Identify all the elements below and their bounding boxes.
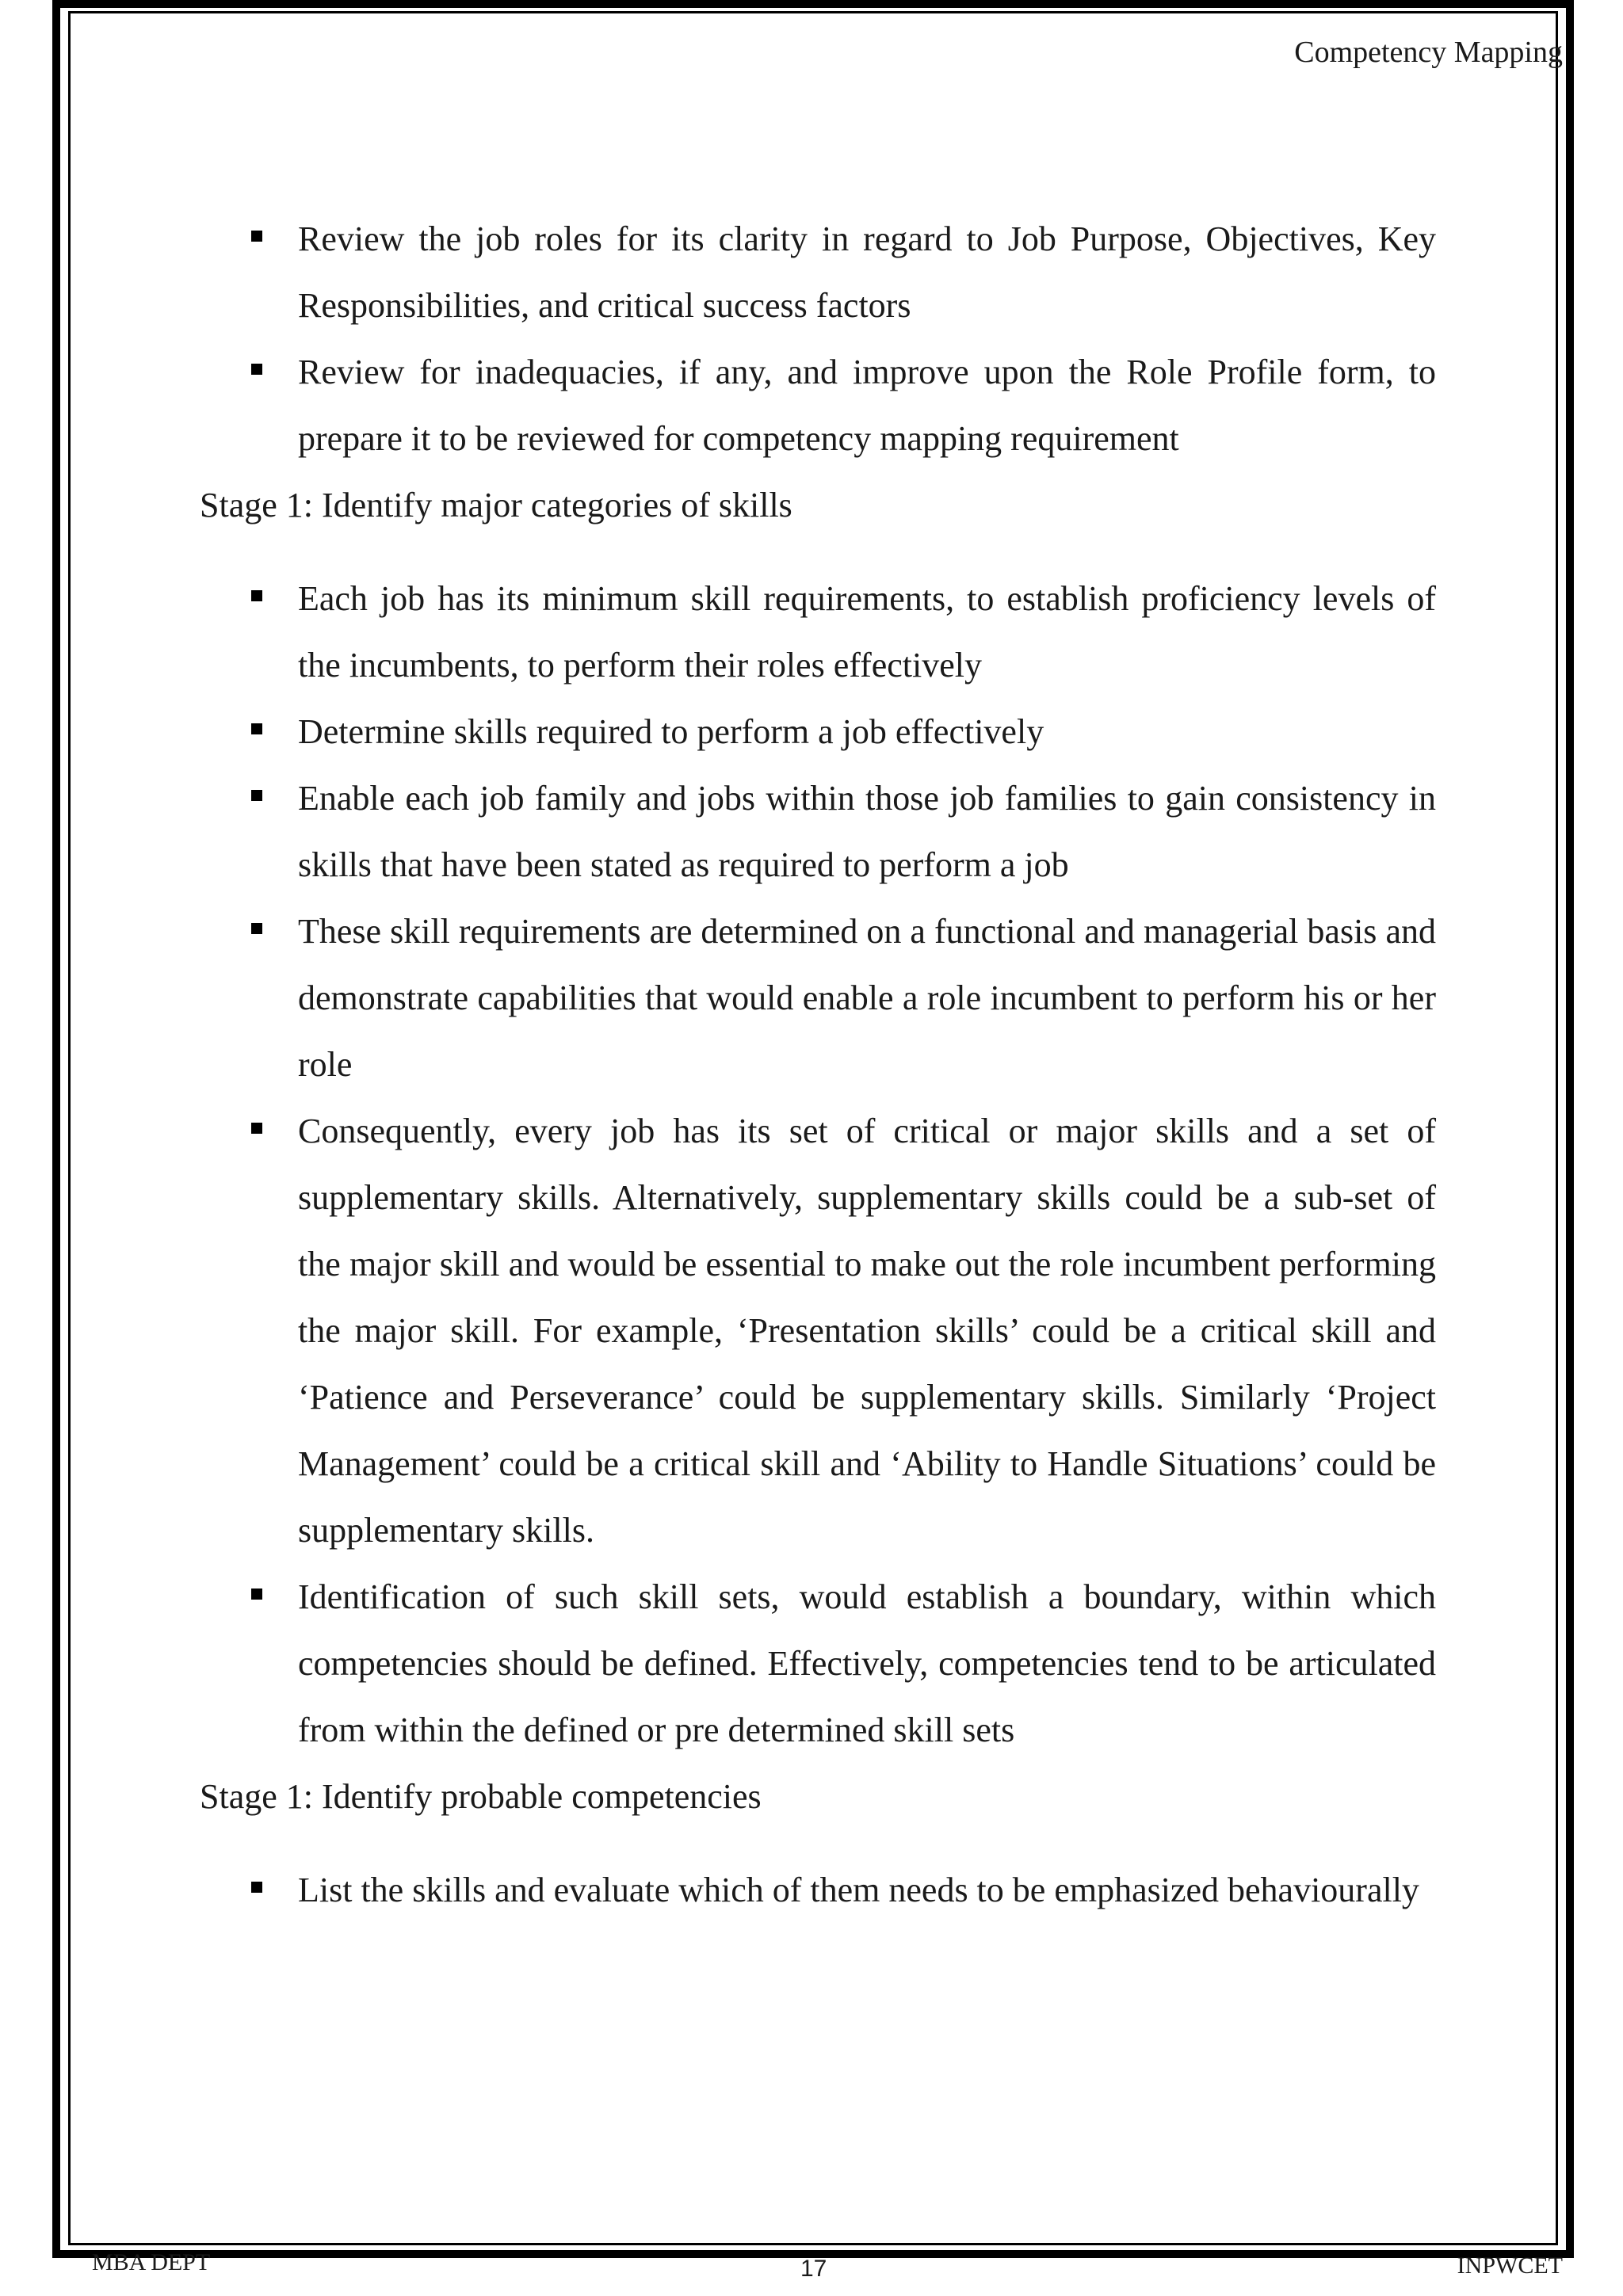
square-bullet-icon — [251, 790, 262, 801]
square-bullet-icon — [251, 231, 262, 242]
list-item — [200, 1098, 1436, 1564]
square-bullet-icon — [251, 1882, 262, 1893]
footer-institution: INPWCET — [1457, 2252, 1563, 2279]
list-item-text: These skill requirements are determined on a functional and managerial basis and demonstrate capabilities that would enable a role incumbent to perform his or her role — [298, 912, 1436, 1084]
list-item-text: Identification of such skill sets, would establish a boundary, within which competencies should be defined. Effectively, competencies tend to be articulated from within the defined or pre determined skill sets — [298, 1577, 1436, 1749]
list-item — [200, 765, 1436, 898]
footer-department: MBA DEPT — [92, 2249, 211, 2275]
section-heading-probable-competencies: Stage 1: Identify probable competencies — [200, 1777, 762, 1816]
list-item-text: Determine skills required to perform a job effectively — [298, 712, 1044, 751]
square-bullet-icon — [251, 1589, 262, 1600]
list-item — [200, 1857, 1436, 1924]
list-item — [200, 566, 1436, 699]
list-item-text: Review for inadequacies, if any, and improve upon the Role Profile form, to prepare it to be reviewed for competency mapping requirement — [298, 353, 1436, 458]
running-header-title: Competency Mapping — [1294, 36, 1563, 69]
list-item-text: Consequently, every job has its set of critical or major skills and a set of supplementary skills. Alternatively, supplementary skills could be a sub-set of the major skill and would be essential to make out the role incumbent performing the major skill. For example, ‘Presentation skills’ could be a critical skill and ‘Patience and Perseverance’ could be supplementary skills. Similarly ‘Project Management’ could be a critical skill and ‘Ability to Handle Situations’ could be supplementary skills. — [298, 1112, 1436, 1550]
list-item — [200, 699, 1436, 765]
page-number: 17 — [800, 2256, 827, 2282]
section-heading-major-skills: Stage 1: Identify major categories of skills — [200, 486, 792, 524]
list-item — [200, 206, 1436, 339]
probable-competencies-bullet-list — [200, 1857, 1436, 1924]
list-item-text: List the skills and evaluate which of them needs to be emphasized behaviourally — [298, 1871, 1419, 1909]
list-item — [200, 339, 1436, 472]
square-bullet-icon — [251, 1123, 262, 1134]
square-bullet-icon — [251, 590, 262, 601]
intro-bullet-list — [200, 206, 1436, 472]
list-item — [200, 898, 1436, 1098]
page-body — [200, 206, 1436, 1924]
list-item-text: Each job has its minimum skill requirements, to establish proficiency levels of the incumbents, to perform their roles effectively — [298, 579, 1436, 685]
spacer — [200, 539, 1436, 566]
list-item — [200, 1564, 1436, 1764]
square-bullet-icon — [251, 723, 262, 734]
list-item-text: Enable each job family and jobs within those job families to gain consistency in skills that have been stated as required to perform a job — [298, 779, 1436, 884]
major-skills-bullet-list — [200, 566, 1436, 1764]
list-item-text: Review the job roles for its clarity in regard to Job Purpose, Objectives, Key Responsibilities, and critical success factors — [298, 219, 1436, 325]
square-bullet-icon — [251, 923, 262, 934]
spacer — [200, 1830, 1436, 1857]
square-bullet-icon — [251, 364, 262, 375]
